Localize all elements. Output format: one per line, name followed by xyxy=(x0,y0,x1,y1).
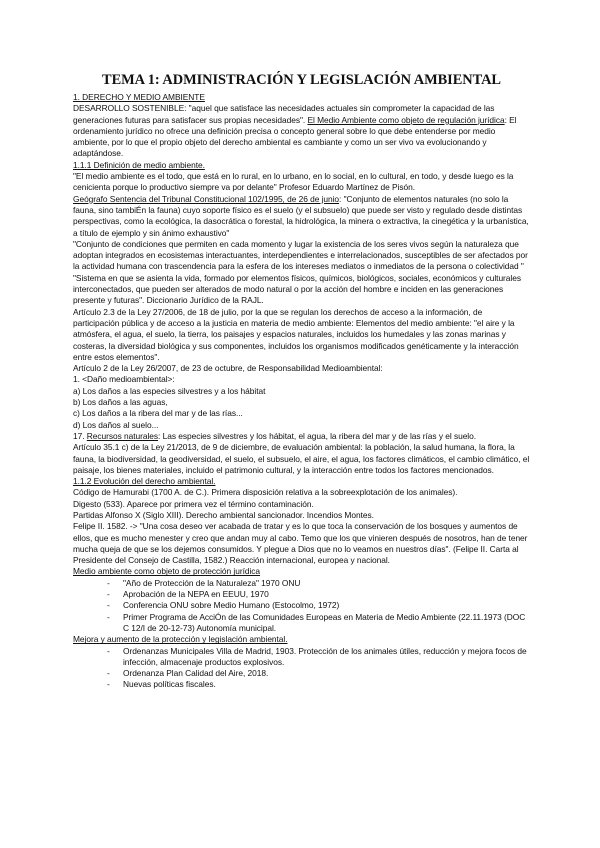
evolution-line: Código de Hamurabi (1700 A. de C.). Primera disposición relativa a la sobreexplotación de los animales). xyxy=(73,487,458,498)
recursos-number: 17. xyxy=(73,430,87,441)
ley-27-2006-paragraph: Artículo 2.3 de la Ley 27/2006, de 18 de julio, por la que se regulan los derechos de acceso a la información, de participación pública y de acceso a la justicia en materia de medio ambiente: Elementos del medio ambiente: "el aire y la atmósfera, el agua, el suelo, la tierra, los paisajes y espacios naturales, incluidos los humedales y las zonas marinas y costeras, la diversidad biológica y sus componentes, incluidos los organismos modificados genéticamente y la interacción entre estos elementos". xyxy=(73,306,519,362)
desarrollo-sostenible-paragraph xyxy=(73,103,530,159)
recursos-text: : Las especies silvestres y los hábitat, el agua, la ribera del mar y de las rías y el suelo. xyxy=(158,430,476,441)
evolution-line: Partidas Alfonso X (Siglo XIII). Derecho ambiental sancionador. Incendios Montes. xyxy=(73,509,374,520)
tc-sentence-paragraph xyxy=(73,194,530,239)
improvement-list-item: - Nuevas políticas fiscales. xyxy=(107,679,530,690)
dano-list-item: b) Los daños a las aguas, xyxy=(73,397,168,408)
dano-list-item: a) Los daños a las especies silvestres y a los hábitat xyxy=(73,385,266,396)
ley-26-2007-paragraph: Artículo 2 de la Ley 26/2007, de 23 de octubre, de Responsabilidad Medioambiental: xyxy=(73,363,383,374)
tc-sentence-text: : "Conjunto de elementos naturales (no solo la fauna, sino tambiÉn la fauna) cuyo soporte físico es el suelo (y el subsuelo) que puede ser visto y regulado desde distintas perspectivas, como la ecológica, la dasocrática o forestal, la hidrológica, la minera o extractiva, la cinegética y la urbanística, a título de ejemplo y sin ánimo exhaustivo" xyxy=(73,193,529,238)
ds-text: "aquel que satisface las necesidades actuales sin comprometer la capacidad de las generaciones futuras para satisfacer sus propias necesidades". xyxy=(73,103,495,125)
dano-list-item: d) Los daños al suelo... xyxy=(73,419,159,430)
improvement-heading: Mejora y aumento de la protección y legislación ambiental. xyxy=(73,634,288,645)
evolution-line: Digesto (533). Aparece por primera vez el término contaminación. xyxy=(73,498,314,509)
ley-21-2013-paragraph: Artículo 35.1 c) de la Ley 21/2013, de 9 de diciembre, de evaluación ambiental: la población, la salud humana, la flora, la fauna, la biodiversidad, la geodiversidad, el suelo, el subsuelo, el aire, el agua, los factores climáticos, el cambio climático, el paisaje, los bienes materiales, incluido el patrimonio cultural, y la interacción entre todos los factores mencionados. xyxy=(73,442,530,475)
dano-list-item: 1. <Daño medioambiental>: xyxy=(73,374,175,385)
tc-sentence-reference: Geógrafo Sentencia del Tribunal Constitucional 102/1995, de 26 de junio xyxy=(73,193,340,204)
definition-quote-pison: "El medio ambiente es el todo, que está en lo rural, en lo urbano, en lo social, en lo cultural, en todo, y desde luego es la cenicienta porque lo productivo siempre va por delante" Profesor Eduardo Martínez de Pisón. xyxy=(73,171,514,193)
ds-label: DESARROLLO SOSTENIBLE: xyxy=(73,103,187,114)
section-heading-evolucion: 1.1.2 Evolución del derecho ambiental. xyxy=(73,476,216,487)
protection-list-item: - Conferencia ONU sobre Medio Humano (Estocolmo, 1972) xyxy=(107,600,530,611)
recursos-term: Recursos naturales xyxy=(86,430,159,441)
improvement-list xyxy=(73,646,530,691)
improvement-list-item: - Ordenanzas Municipales Villa de Madrid, 1903. Protección de los animales útiles, reducción y mejora focos de infección, almacenaje productos explosivos. xyxy=(107,646,530,669)
rajl-definition-paragraph: "Conjunto de condiciones que permiten en cada momento y lugar la existencia de los seres vivos según la naturaleza que adoptan integrados en ecosistemas interactuantes, interdependientes e interrelacionados, susceptibles de ser afectados por la actividad humana con trascendencia para la esfera de los intereses mediatos o inmediatos de la persona o colectividad " "Sistema en que se asienta la vida, formado por elementos físicos, químicos, biológicos, sociales, económicos y culturales interconectados, que pueden ser alterados de modo natural o por la acción del hombre e inciden en las generaciones presente y futuras". Diccionario Jurídico de la RAJL. xyxy=(73,238,528,306)
protection-list-item: - Aprobación de la NEPA en EEUU, 1970 xyxy=(107,589,530,600)
protection-list xyxy=(73,578,530,634)
ds-text-continued: : El ordenamiento jurídico no ofrece una definición precisa o concepto general sobre lo que debe entenderse por medio ambiente, por lo que el propio objeto del derecho ambiental es cambiante y como un ser vivo va evolucionando y adaptándose. xyxy=(73,114,517,159)
protection-list-item: - Primer Programa de AcciÓn de las Comunidades Europeas en Materia de Medio Ambiente (22.11.1973 (DOC C 12/I de 20-12-73) Autonomía municipal. xyxy=(107,612,530,635)
dano-list-item: c) Los daños a la ribera del mar y de las rías... xyxy=(73,408,243,419)
ds-underlined-phrase: El Medio Ambiente como objeto de regulación jurídica xyxy=(307,114,505,125)
protection-list-item: - "Año de Protección de la Naturaleza" 1970 ONU xyxy=(107,578,530,589)
protection-heading: Medio ambiente como objeto de protección jurídica xyxy=(73,566,261,577)
section-heading-derecho: 1. DERECHO Y MEDIO AMBIENTE xyxy=(73,92,205,102)
document-title: TEMA 1: ADMINISTRACIÓN Y LEGISLACIÓN AMBIENTAL xyxy=(102,72,501,88)
recursos-naturales-paragraph xyxy=(73,431,530,442)
felipe-ii-quote: Felipe II. 1582. -> "Una cosa deseo ver acabada de tratar y es lo que toca la conservación de los bosques y aumentos de ellos, que es mucho menester y creo que andan muy al cabo. Temo que los que vinieren después de nosotros, han de tener mucha queja de que se los dejemos consumidos. Y plegue a Dios que no lo veamos en nuestros días". (Felipe II. Carta al Presidente del Consejo de Castilla, 1582.) Reacción internacional, europea y nacional. xyxy=(73,521,528,566)
improvement-list-item: - Ordenanza Plan Calidad del Aire, 2018. xyxy=(107,668,530,679)
section-heading-definicion: 1.1.1 Definición de medio ambiente. xyxy=(73,159,205,170)
